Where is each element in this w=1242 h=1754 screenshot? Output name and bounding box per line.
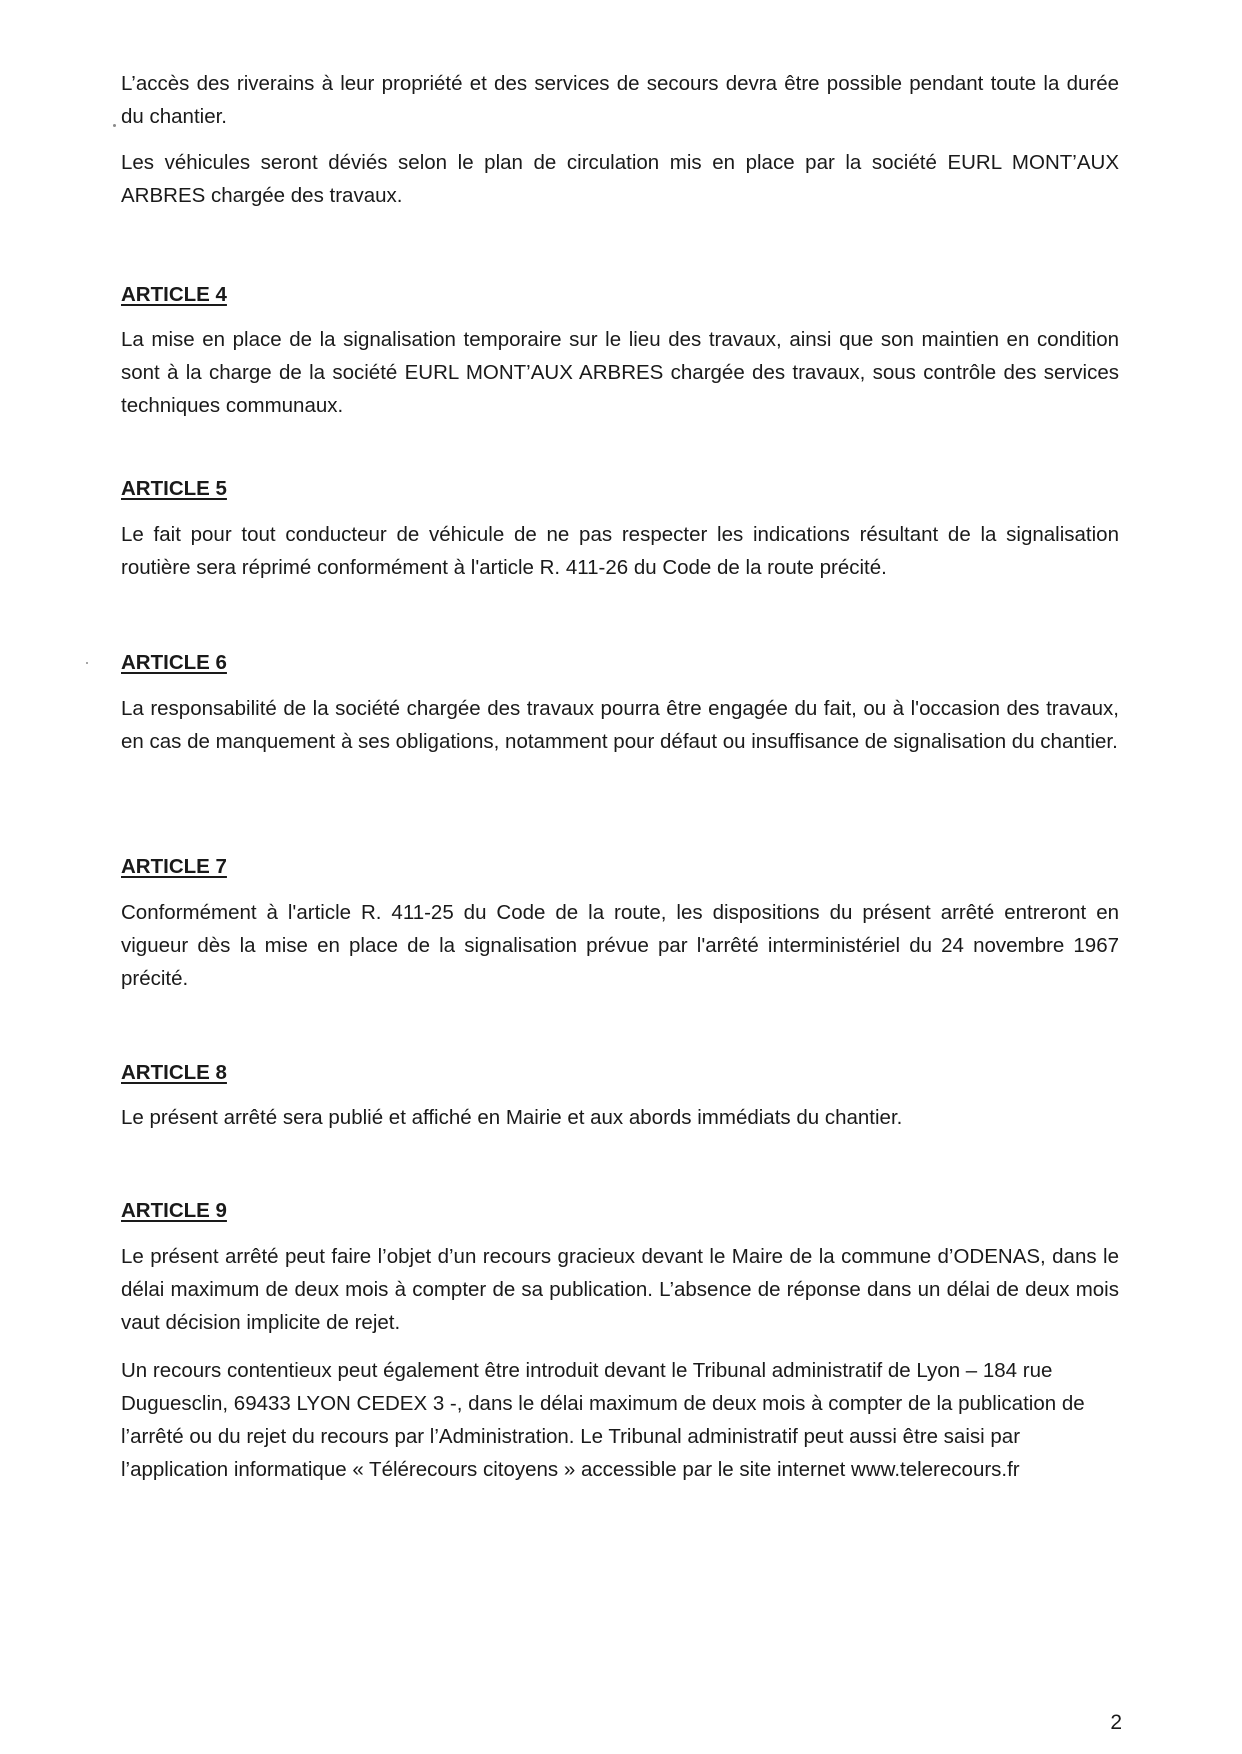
article-4-body: La mise en place de la signalisation temporaire sur le lieu des travaux, ainsi que son maintien en condition sont à la charge de la société EURL MONT’AUX ARBRES chargée des travaux, sous contrôle des services techniques communaux.	[121, 328, 1119, 417]
article-9-heading: ARTICLE 9	[121, 1199, 227, 1222]
article-8-body: Le présent arrêté sera publié et affiché en Mairie et aux abords immédiats du chantier.	[121, 1106, 903, 1129]
page-number: 2	[1110, 1711, 1122, 1734]
article-7-body: Conformément à l'article R. 411-25 du Code de la route, les dispositions du présent arrêté entreront en vigueur dès la mise en place de la signalisation prévue par l'arrêté interministériel du 24 novembre 1967 précité.	[121, 901, 1119, 990]
article-9-body-contentious-appeal: Un recours contentieux peut également être introduit devant le Tribunal administratif de Lyon – 184 rue Duguesclin, 69433 LYON CEDEX 3 -, dans le délai maximum de deux mois à compter de la publication de l’arrêté ou du rejet du recours par l’Administration. Le Tribunal administratif peut aussi être saisi par l’application informatique « Télérecours citoyens » accessible par le site internet www.telerecours.fr	[121, 1359, 1085, 1481]
scan-speck	[113, 124, 116, 127]
article-6-heading: ARTICLE 6	[121, 651, 227, 674]
intro-paragraph-deviation: Les véhicules seront déviés selon le plan de circulation mis en place par la société EURL MONT’AUX ARBRES chargée des travaux.	[121, 151, 1119, 207]
article-8-heading: ARTICLE 8	[121, 1061, 227, 1084]
article-4-heading: ARTICLE 4	[121, 283, 227, 306]
intro-paragraph-access: L’accès des riverains à leur propriété et des services de secours devra être possible pendant toute la durée du chantier.	[121, 72, 1119, 128]
article-7-heading: ARTICLE 7	[121, 855, 227, 878]
article-6-body: La responsabilité de la société chargée des travaux pourra être engagée du fait, ou à l'occasion des travaux, en cas de manquement à ses obligations, notamment pour défaut ou insuffisance de signalisation du chantier.	[121, 697, 1119, 753]
article-9-body-gracious-appeal: Le présent arrêté peut faire l’objet d’un recours gracieux devant le Maire de la commune d’ODENAS, dans le délai maximum de deux mois à compter de sa publication. L’absence de réponse dans un délai de deux mois vaut décision implicite de rejet.	[121, 1245, 1119, 1334]
scan-speck	[86, 662, 88, 664]
article-5-heading: ARTICLE 5	[121, 477, 227, 500]
article-5-body: Le fait pour tout conducteur de véhicule de ne pas respecter les indications résultant de la signalisation routière sera réprimé conformément à l'article R. 411-26 du Code de la route précité.	[121, 523, 1119, 579]
